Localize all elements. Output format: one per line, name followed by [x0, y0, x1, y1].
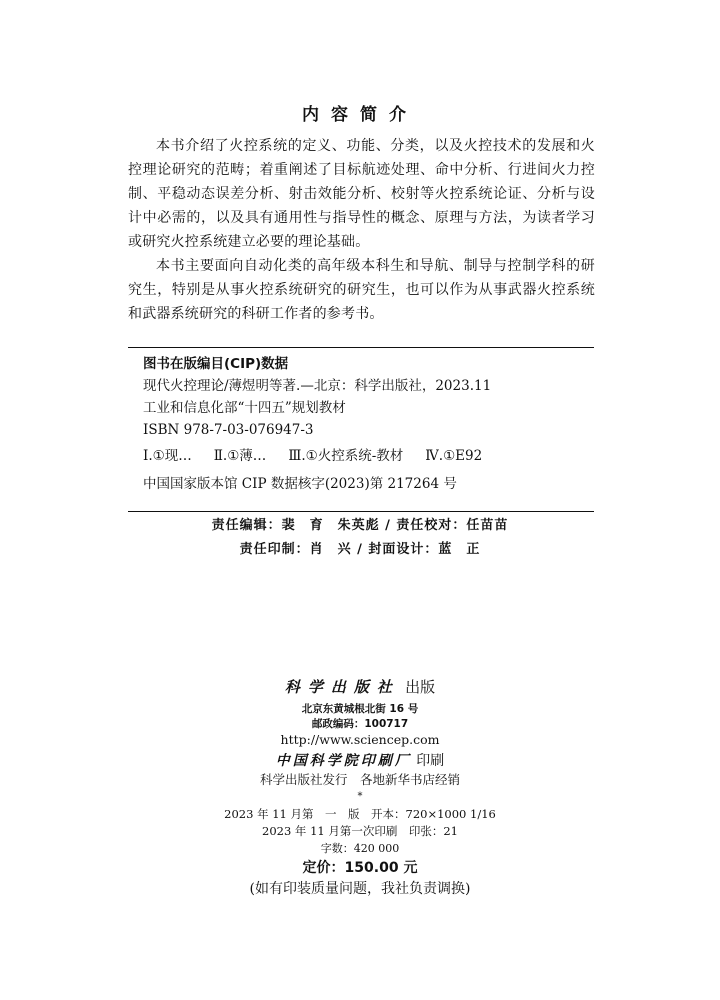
- cip-class-item: Ⅲ.①火控系统-教材: [288, 448, 404, 464]
- summary-section: [128, 134, 595, 326]
- distribution-line: 科学出版社发行 各地新华书店经销: [259, 772, 460, 787]
- cip-title-line: 现代火控理论/薄煜明等著.—北京：科学出版社，2023.11: [143, 378, 492, 394]
- cip-isbn: ISBN 978-7-03-076947-3: [143, 422, 314, 438]
- cip-classification: [143, 445, 593, 467]
- cip-class-item: Ⅰ.①现…: [143, 448, 192, 464]
- printing-line: 2023 年 11 月第一次印刷 印张：21: [262, 824, 458, 838]
- summary-paragraph: 本书主要面向自动化类的高年级本科生和导航、制导与控制学科的研究生，特别是从事火控系统研究的研究生，也可以作为从事武器火控系统和武器系统研究的科研工作者的参考书。: [128, 258, 595, 322]
- cip-series-line: 工业和信息化部“十四五”规划教材: [143, 400, 346, 416]
- editor-credits: 责任编辑：裴 育 朱英彪 / 责任校对：任苗苗: [211, 518, 509, 533]
- page-title: 内容简介: [302, 105, 418, 125]
- publisher-logo-text: 科学出版社: [284, 678, 400, 696]
- cip-bottom-rule: [128, 511, 594, 512]
- publisher-role: 出版: [405, 678, 436, 696]
- production-credits: 责任印制：肖 兴 / 封面设计：蓝 正: [239, 542, 481, 557]
- printer-line: [0, 750, 720, 770]
- publisher-address: 北京东黄城根北街 16 号: [301, 703, 419, 715]
- printer-logo-text: 中国科学院印刷厂: [275, 753, 412, 769]
- cip-class-item: Ⅳ.①E92: [425, 448, 483, 464]
- cip-record-number: 中国国家版本馆 CIP 数据核字(2023)第 217264 号: [143, 476, 457, 492]
- publisher-line: [0, 676, 720, 697]
- cip-class-item: Ⅱ.①薄…: [213, 448, 267, 464]
- cip-heading: 图书在版编目(CIP)数据: [143, 356, 289, 372]
- publisher-postcode: 邮政编码：100717: [311, 718, 409, 730]
- separator-star: *: [357, 791, 363, 802]
- word-count: 字数：420 000: [320, 842, 400, 855]
- price: 定价：150.00 元: [302, 860, 418, 876]
- printer-role: 印刷: [416, 753, 445, 769]
- cip-data-block: [143, 353, 593, 495]
- edition-line: 2023 年 11 月第 一 版 开本：720×1000 1/16: [224, 807, 496, 821]
- quality-note: (如有印装质量问题，我社负责调换): [249, 881, 471, 897]
- summary-paragraph: 本书介绍了火控系统的定义、功能、分类，以及火控技术的发展和火控理论研究的范畴；着重阐述了目标航迹处理、命中分析、行进间火力控制、平稳动态误差分析、射击效能分析、校射等火控系统论证、分析与设计中必需的，以及具有通用性与指导性的概念、原理与方法，为读者学习或研究火控系统建立必要的理论基础。: [128, 138, 595, 250]
- publisher-url: http://www.sciencep.com: [280, 732, 440, 747]
- cip-top-rule: [128, 347, 594, 348]
